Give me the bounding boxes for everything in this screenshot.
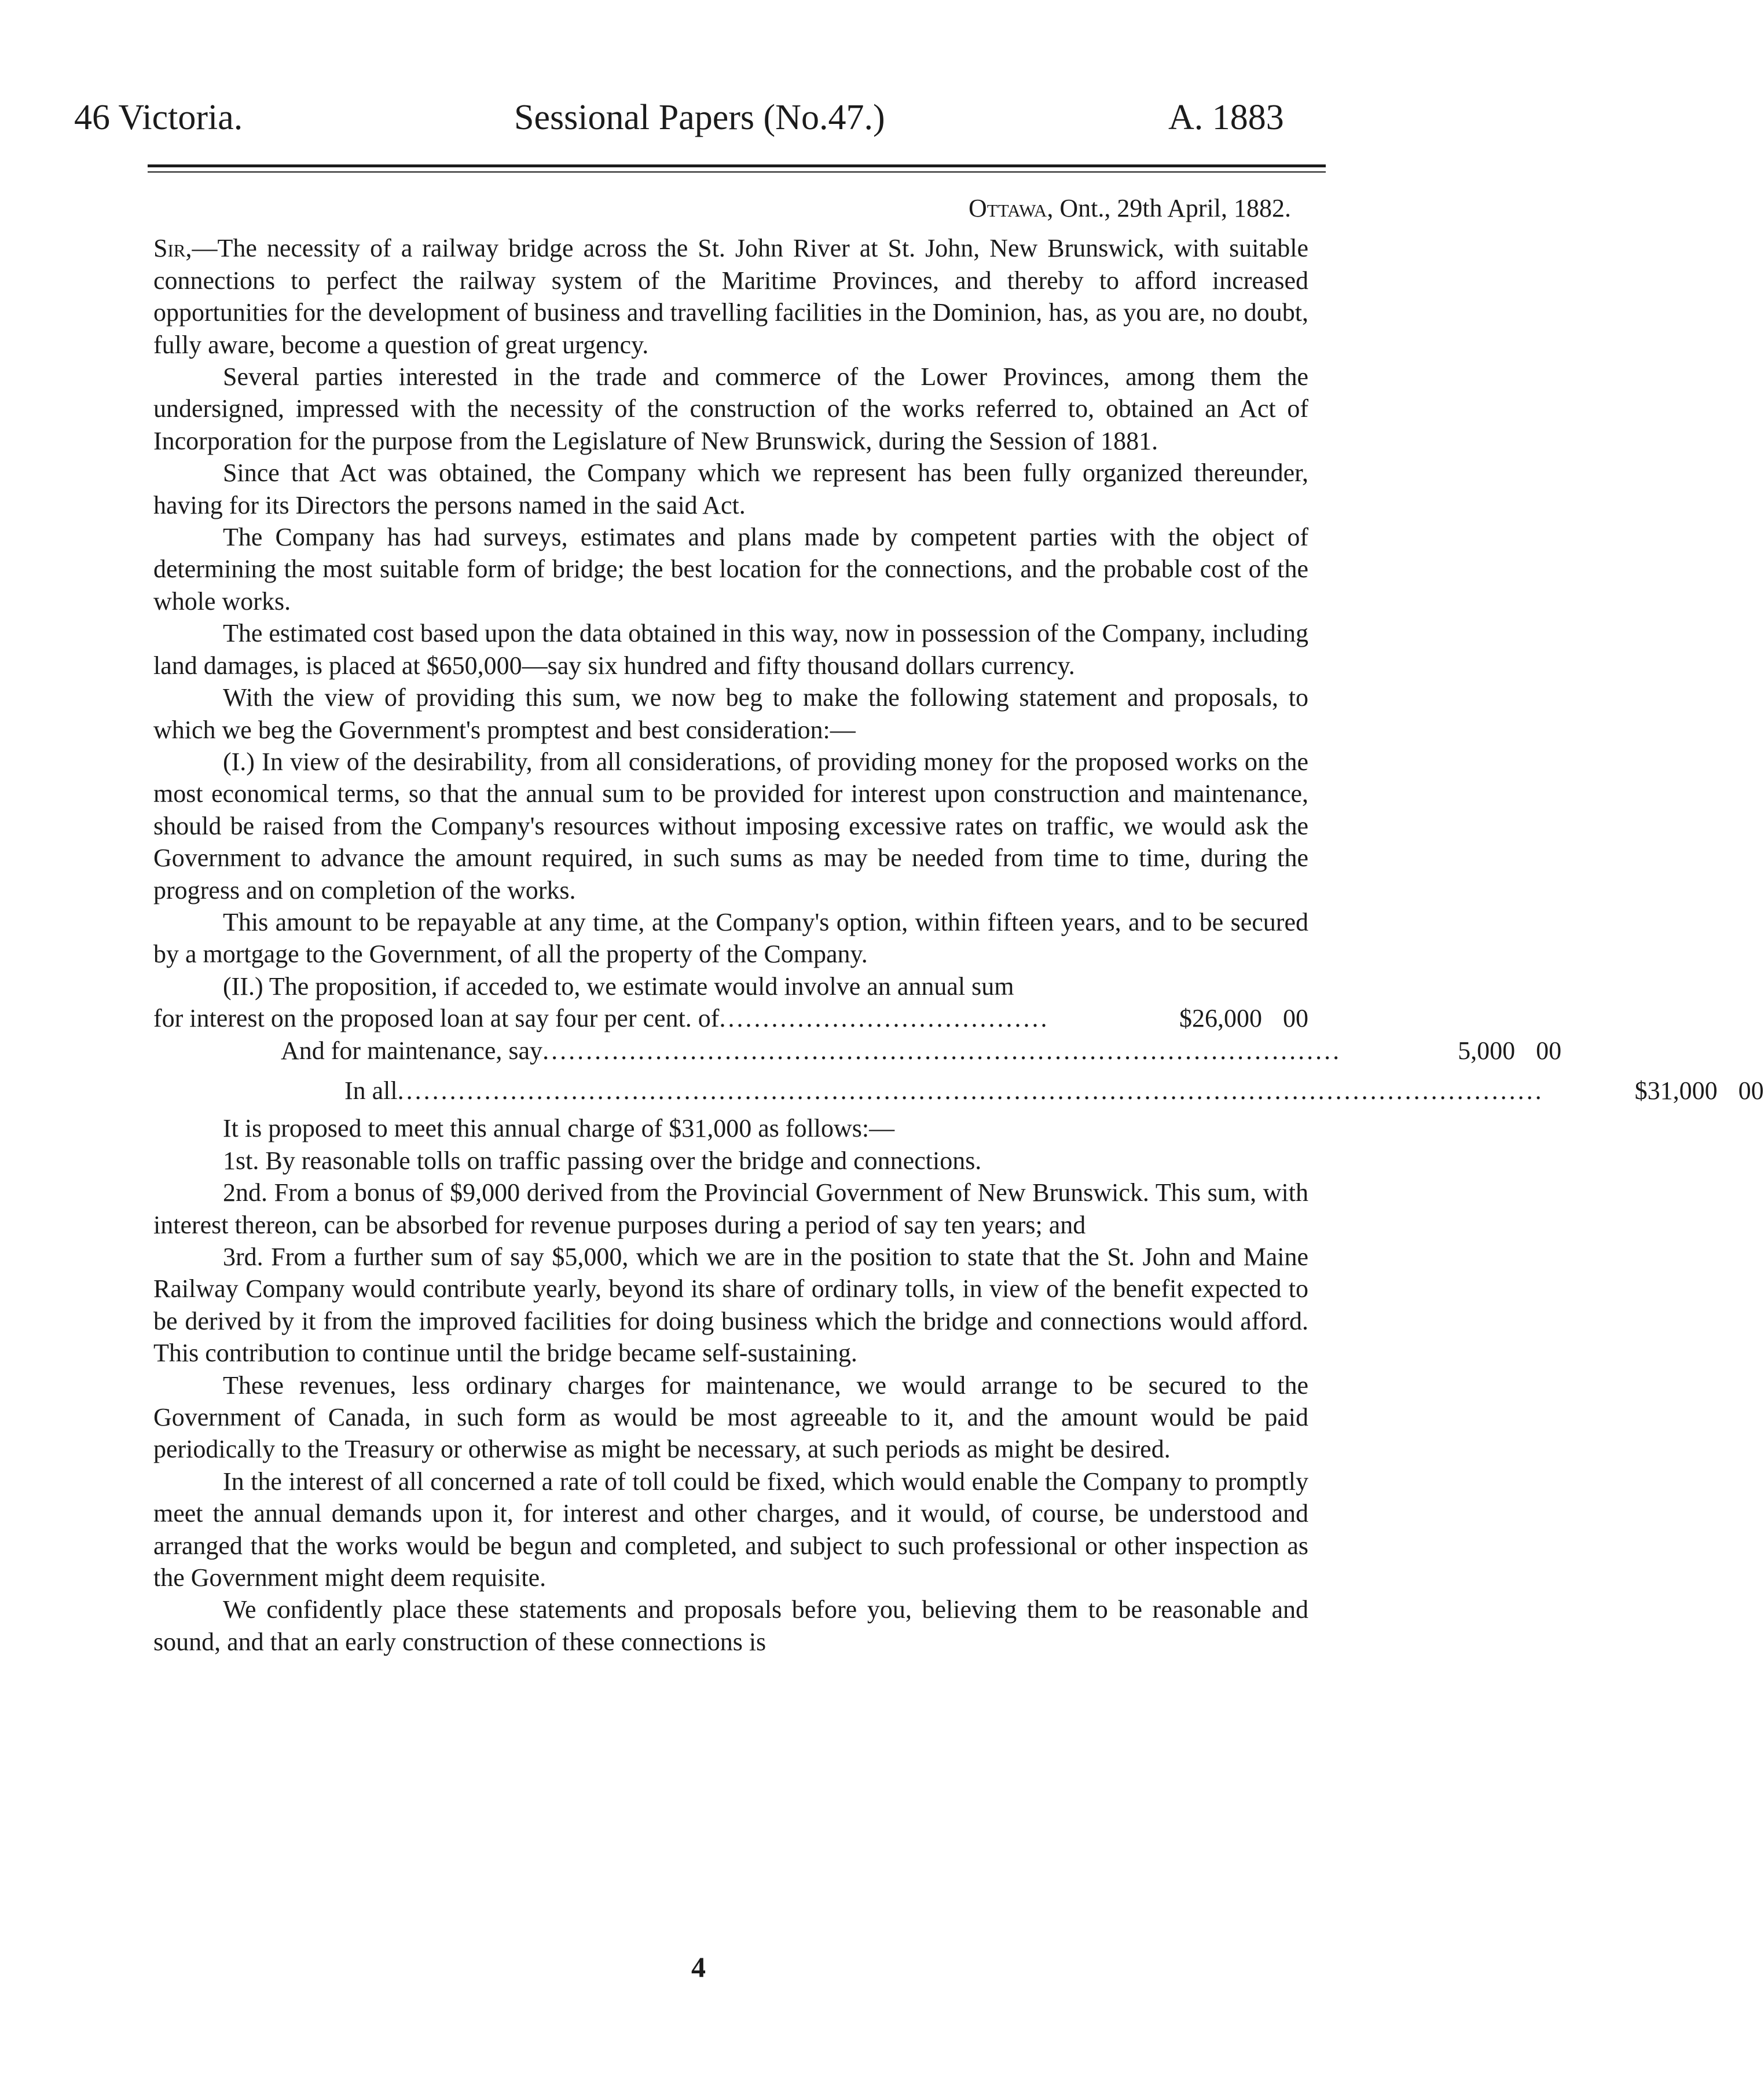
paragraph-7: (I.) In view of the desirability, from all considerations, of providing money for the proposed works on the most economical terms, so that the annual sum to be provided for interest upon construction and maintenance, should be raised from the Company's resources without imposing excessive rates on traffic, we would ask the Government to advance the amount required, in such sums as may be needed from time to time, during the progress and on completion of the works. xyxy=(153,747,1308,904)
ledger-cents: 00 xyxy=(1536,1036,1562,1065)
ledger-cents: 00 xyxy=(1283,1004,1308,1033)
paragraph-4: The Company has had surveys, estimates and plans made by competent parties with the object of determining the most suitable form of bridge; the best location for the connections, and the probable cost of the whole works. xyxy=(153,523,1308,616)
paragraph-2: Several parties interested in the trade and commerce of the Lower Provinces, among them the undersigned, impressed with the necessity of the construction of the works referred to, obtained an Act of Incorporation for the purpose from the Legislature of New Brunswick, during the Session of 1881. xyxy=(153,362,1308,455)
dateline-date: , Ont., 29th April, 1882. xyxy=(1047,194,1291,222)
ledger-label: And for maintenance, say xyxy=(281,1036,543,1065)
header-regnal-year: 46 Victoria. xyxy=(74,98,243,137)
paragraph-13: 3rd. From a further sum of say $5,000, which we are in the position to state that the St. John and Maine Railway Company would contribute yearly, beyond its share of ordinary tolls, in view of the benefit expected to be derived by it from the improved facilities for doing business which the bridge and connections would afford. This contribution to continue until the bridge became self-sustaining. xyxy=(153,1243,1308,1368)
header-rule-thin xyxy=(148,171,1326,173)
salutation: Sir xyxy=(153,234,186,263)
ledger-row-maintenance xyxy=(153,1035,1562,1067)
letter-body xyxy=(153,192,1764,1658)
ledger-leader: ............................................................................................ xyxy=(542,1036,1342,1065)
ledger-row-total xyxy=(153,1075,1764,1107)
dateline-city: Ottawa xyxy=(969,194,1047,222)
ledger-label: for interest on the proposed loan at say four per cent. of xyxy=(153,1004,720,1033)
paragraph-6: With the view of providing this sum, we now beg to make the following statement and proposals, to which we beg the Government's promptest and best consideration:— xyxy=(153,683,1308,744)
paragraph-15: In the interest of all concerned a rate of toll could be fixed, which would enable the Company to promptly meet the annual demands upon it, for interest and other charges, and it would, of course, be understood and arranged that the works would be begun and completed, and subject to such professional or other inspection as the Government might deem requisite. xyxy=(153,1467,1308,1592)
paragraph-10: It is proposed to meet this annual charge of $31,000 as follows:— xyxy=(223,1114,895,1143)
paragraph-1 xyxy=(153,232,1308,361)
paragraph-11: 1st. By reasonable tolls on traffic passing over the bridge and connections. xyxy=(223,1146,982,1175)
header-year: A. 1883 xyxy=(1168,98,1284,137)
header-publication: Sessional Papers (No.47.) xyxy=(514,98,885,137)
ledger-amount: 5,000 xyxy=(1458,1036,1516,1065)
ledger-leader: ...................................... xyxy=(719,1004,1050,1033)
ledger-label: In all xyxy=(344,1076,398,1105)
paragraph-8: This amount to be repayable at any time, at the Company's option, within fifteen years, and to be secured by a mortgage to the Government, of all the property of the Company. xyxy=(153,907,1308,969)
paragraph-9: (II.) The proposition, if acceded to, we estimate would involve an annual sum xyxy=(223,972,1014,1001)
dateline xyxy=(153,192,1308,224)
header-rule-thick xyxy=(148,164,1326,167)
ledger-row-interest xyxy=(153,1002,1308,1034)
cost-ledger xyxy=(153,1002,1764,1107)
ledger-leader: .................................................................................................................................... xyxy=(397,1076,1544,1105)
paragraph-16: We confidently place these statements and proposals before you, believing them to be reasonable and sound, and that an early construction of these connections is xyxy=(153,1595,1308,1656)
paragraph-1-text: ,—The necessity of a railway bridge across the St. John River at St. John, New Brunswick, with suitable connections to perfect the railway system of the Maritime Provinces, and thereby to afford increased opportunities for the development of business and travelling facilities in the Dominion, has, as you are, no doubt, fully aware, become a question of great urgency. xyxy=(153,234,1308,359)
paragraph-5: The estimated cost based upon the data obtained in this way, now in possession of the Company, including land damages, is placed at $650,000—say six hundred and fifty thousand dollars currency. xyxy=(153,619,1308,680)
paragraph-14: These revenues, less ordinary charges for maintenance, we would arrange to be secured to the Government of Canada, in such form as would be most agreeable to it, and the amount would be paid periodically to the Treasury or otherwise as might be necessary, at such periods as might be desired. xyxy=(153,1371,1308,1464)
page-number: 4 xyxy=(691,1951,706,1983)
paragraph-12: 2nd. From a bonus of $9,000 derived from the Provincial Government of New Brunswick. This sum, with interest thereon, can be absorbed for revenue purposes during a period of say ten years; and xyxy=(153,1178,1308,1239)
ledger-amount: $26,000 xyxy=(1179,1004,1262,1033)
ledger-cents: 00 xyxy=(1738,1076,1764,1105)
ledger-amount: $31,000 xyxy=(1634,1076,1718,1105)
running-header xyxy=(74,97,1336,138)
paragraph-3: Since that Act was obtained, the Company which we represent has been fully organized thereunder, having for its Directors the persons named in the said Act. xyxy=(153,459,1308,519)
